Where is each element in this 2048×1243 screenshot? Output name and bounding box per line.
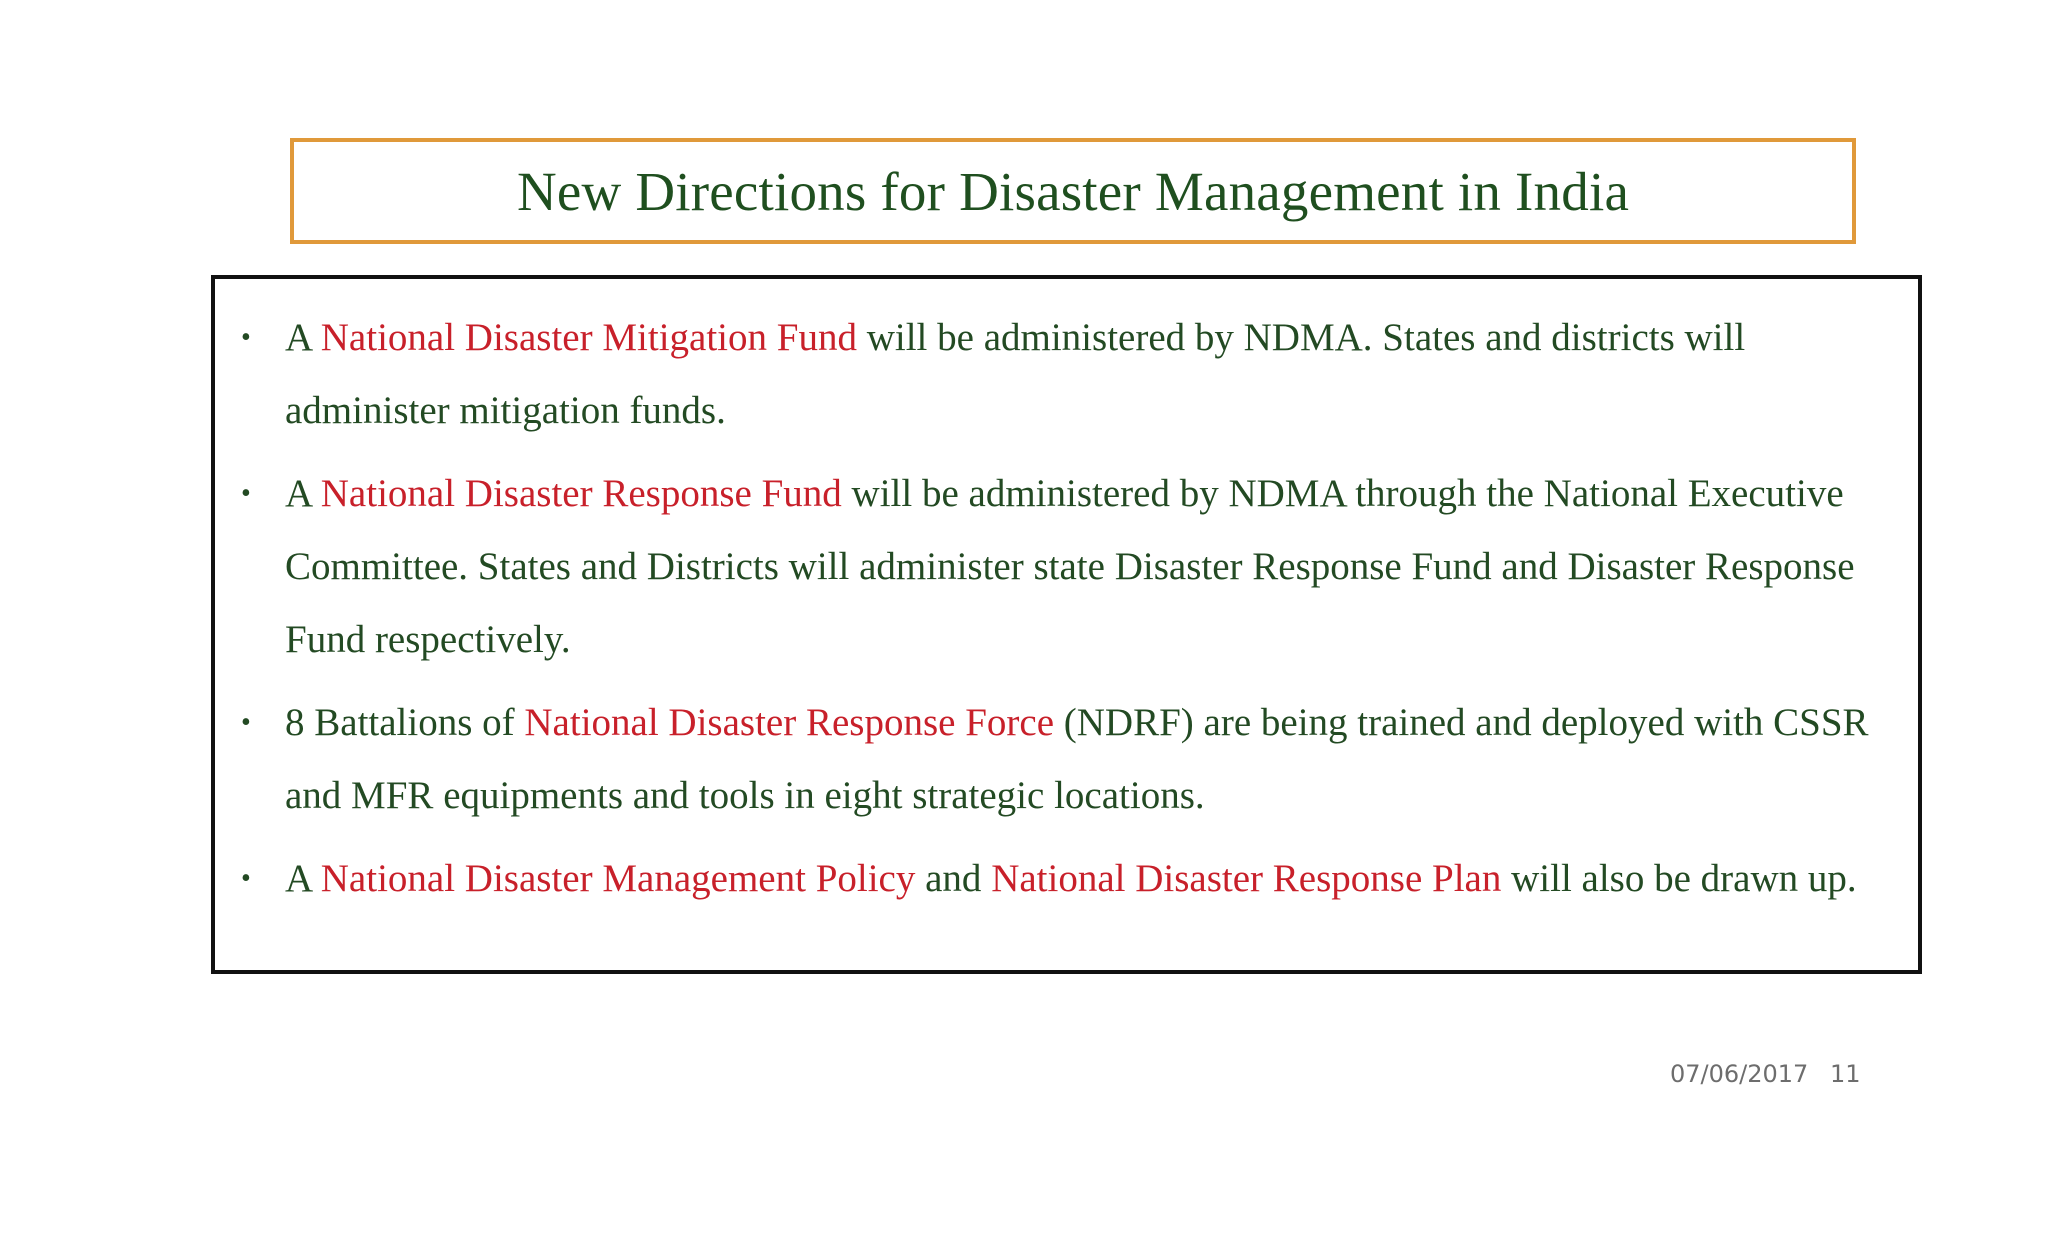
bullet-text: A bbox=[285, 316, 321, 359]
footer-date: 07/06/2017 bbox=[1670, 1060, 1809, 1088]
bullet-dot-icon: • bbox=[241, 707, 251, 738]
bullet-item bbox=[241, 842, 1878, 915]
bullet-text: A bbox=[285, 472, 321, 515]
bullet-dot-icon: • bbox=[241, 478, 251, 509]
bullet-text: and bbox=[915, 857, 992, 900]
bullet-text: will also be drawn up. bbox=[1501, 857, 1857, 900]
highlighted-term: National Disaster Response Plan bbox=[991, 857, 1502, 900]
bullet-text: A bbox=[285, 857, 321, 900]
slide-title: New Directions for Disaster Management in India bbox=[516, 160, 1630, 222]
bullet-text: 8 Battalions of bbox=[285, 701, 525, 744]
highlighted-term: National Disaster Response Force bbox=[524, 701, 1055, 744]
content-box bbox=[211, 275, 1922, 974]
title-box bbox=[290, 138, 1856, 244]
bullet-text: will be administered by NDMA through the National Executive Committee. States and Districts will administer state Disaster Response Fund and Disaster Response Fund respectively. bbox=[285, 472, 1855, 661]
bullet-dot-icon: • bbox=[241, 863, 251, 894]
footer-page-number: 11 bbox=[1830, 1060, 1861, 1088]
highlighted-term: National Disaster Management Policy bbox=[320, 857, 916, 900]
bullet-list bbox=[241, 301, 1878, 915]
bullet-item bbox=[241, 457, 1878, 676]
bullet-dot-icon: • bbox=[241, 322, 251, 353]
bullet-text: (NDRF) are being trained and deployed with CSSR and MFR equipments and tools in eight strategic locations. bbox=[285, 701, 1869, 817]
bullet-text: will be administered by NDMA. States and districts will administer mitigation funds. bbox=[285, 316, 1746, 432]
bullet-item bbox=[241, 301, 1878, 447]
bullet-item bbox=[241, 686, 1878, 832]
highlighted-term: National Disaster Response Fund bbox=[320, 472, 842, 515]
highlighted-term: National Disaster Mitigation Fund bbox=[320, 316, 857, 359]
